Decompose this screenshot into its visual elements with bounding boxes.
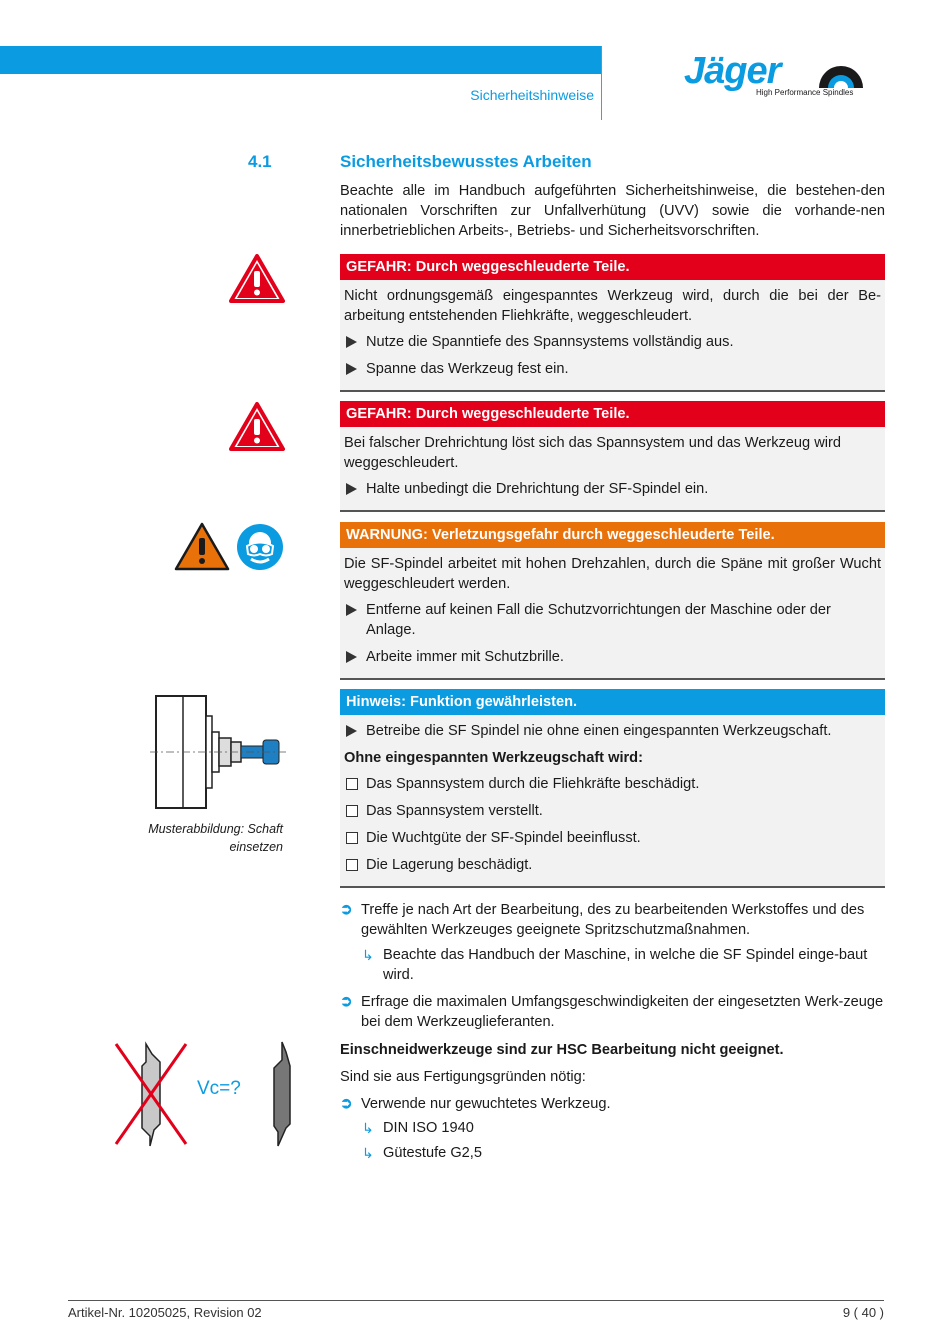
logo-dome-icon	[816, 60, 866, 90]
instruction-step: ➲ Verwende nur gewuchtetes Werkzeug.	[340, 1095, 611, 1112]
danger-box-2	[340, 401, 885, 512]
spindle-shaft-illustration	[150, 694, 290, 812]
plain-statement: Sind sie aus Fertigungsgründen nötig:	[340, 1069, 586, 1085]
danger-title-2: GEFAHR: Durch weggeschleuderte Teile.	[340, 401, 885, 427]
danger-text-1: Nicht ordnungsgemäß eingespanntes Werkzeug wird, durch die bei der Be-arbeitung entstehenden Fliehkräfte, weggeschleudert.	[344, 288, 881, 324]
checklist-item: Die Wuchtgüte der SF-Spindel beeinflusst.	[344, 828, 881, 848]
result-arrow-icon: ↳	[362, 947, 374, 963]
result-arrow-icon: ↳	[362, 1145, 374, 1161]
danger-triangle-icon	[229, 402, 285, 452]
company-logo	[680, 50, 870, 104]
list-item: Spanne das Werkzeug fest ein.	[344, 359, 881, 379]
list-item: Entferne auf keinen Fall die Schutzvorrichtungen der Maschine oder der Anlage.	[344, 600, 881, 640]
logo-word: Jäger	[684, 50, 781, 92]
warning-triangle-icon	[174, 522, 230, 572]
footer-article-number: Artikel-Nr. 10205025, Revision 02	[68, 1305, 262, 1320]
notice-box	[340, 689, 885, 888]
danger-box-1	[340, 254, 885, 392]
warning-box	[340, 522, 885, 680]
danger-text-2: Bei falscher Drehrichtung löst sich das Spannsystem und das Werkzeug wird weggeschleudert.	[344, 435, 841, 471]
checklist-item: Das Spannsystem durch die Fliehkräfte beschädigt.	[344, 774, 881, 794]
result-item: ↳ DIN ISO 1940	[362, 1120, 474, 1136]
instruction-step: ➲ Erfrage die maximalen Umfangsgeschwindigkeiten der eingesetzten Werk-zeuge bei dem Werkzeuglieferanten.	[340, 993, 884, 1030]
intro-paragraph: Beachte alle im Handbuch aufgeführten Sicherheitshinweise, die bestehen-den nationalen Vorschriften zur Unfallverhütung (UVV) sowie die vorhande-nen innerbetrieblichen Arbeits-, Betriebs- und Sicherheitsvorschriften.	[340, 183, 885, 239]
notice-title: Hinweis: Funktion gewährleisten.	[340, 689, 885, 715]
notice-subheading: Ohne eingespannten Werkzeugschaft wird:	[344, 750, 643, 766]
checkbox-icon	[346, 832, 358, 844]
warning-text: Die SF-Spindel arbeitet mit hohen Drehzahlen, durch die Späne mit großer Wucht weggeschleudert werden.	[344, 556, 881, 592]
cutting-speed-label: Vc=?	[197, 1078, 241, 1099]
danger-triangle-icon	[229, 254, 285, 304]
result-arrow-icon: ↳	[362, 1120, 374, 1136]
header-section-title: Sicherheitshinweise	[470, 87, 594, 103]
danger-title-1: GEFAHR: Durch weggeschleuderte Teile.	[340, 254, 885, 280]
single-edge-tool-crossed-icon	[112, 1040, 192, 1150]
illustration-caption: Musterabbildung: Schaft einsetzen	[148, 822, 283, 854]
header-bar	[0, 46, 601, 74]
logo-subtitle: High Performance Spindles	[756, 88, 854, 97]
list-item: Betreibe die SF Spindel nie ohne einen eingespannten Werkzeugschaft.	[344, 721, 881, 741]
warning-title: WARNUNG: Verletzungsgefahr durch weggeschleuderte Teile.	[340, 522, 885, 548]
checkbox-icon	[346, 805, 358, 817]
result-item: ↳ Gütestufe G2,5	[362, 1145, 482, 1161]
checklist-item: Das Spannsystem verstellt.	[344, 801, 881, 821]
checklist-item: Die Lagerung beschädigt.	[344, 855, 881, 875]
header-divider	[601, 46, 602, 120]
result-item: ↳ Beachte das Handbuch der Maschine, in welche die SF Spindel einge-baut wird.	[362, 947, 868, 983]
section-title: Sicherheitsbewusstes Arbeiten	[340, 152, 592, 171]
footer-page-number: 9 ( 40 )	[842, 1305, 884, 1320]
step-arrow-icon: ➲	[340, 993, 353, 1010]
list-item: Nutze die Spanntiefe des Spannsystems vollständig aus.	[344, 332, 881, 352]
step-arrow-icon: ➲	[340, 901, 353, 918]
bold-statement: Einschneidwerkzeuge sind zur HSC Bearbeitung nicht geeignet.	[340, 1042, 784, 1058]
safety-goggles-icon	[236, 523, 284, 571]
checkbox-icon	[346, 778, 358, 790]
step-arrow-icon: ➲	[340, 1095, 353, 1112]
instruction-step: ➲ Treffe je nach Art der Bearbeitung, des zu bearbeitenden Werkstoffes und des gewählten Werkzeuges geeignete Spritzschutzmaßnahmen.	[340, 901, 865, 938]
list-item: Arbeite immer mit Schutzbrille.	[344, 647, 881, 667]
list-item: Halte unbedingt die Drehrichtung der SF-Spindel ein.	[344, 479, 881, 499]
balanced-tool-icon	[262, 1040, 302, 1150]
footer-divider	[68, 1300, 884, 1301]
section-number: 4.1	[248, 152, 272, 171]
checkbox-icon	[346, 859, 358, 871]
